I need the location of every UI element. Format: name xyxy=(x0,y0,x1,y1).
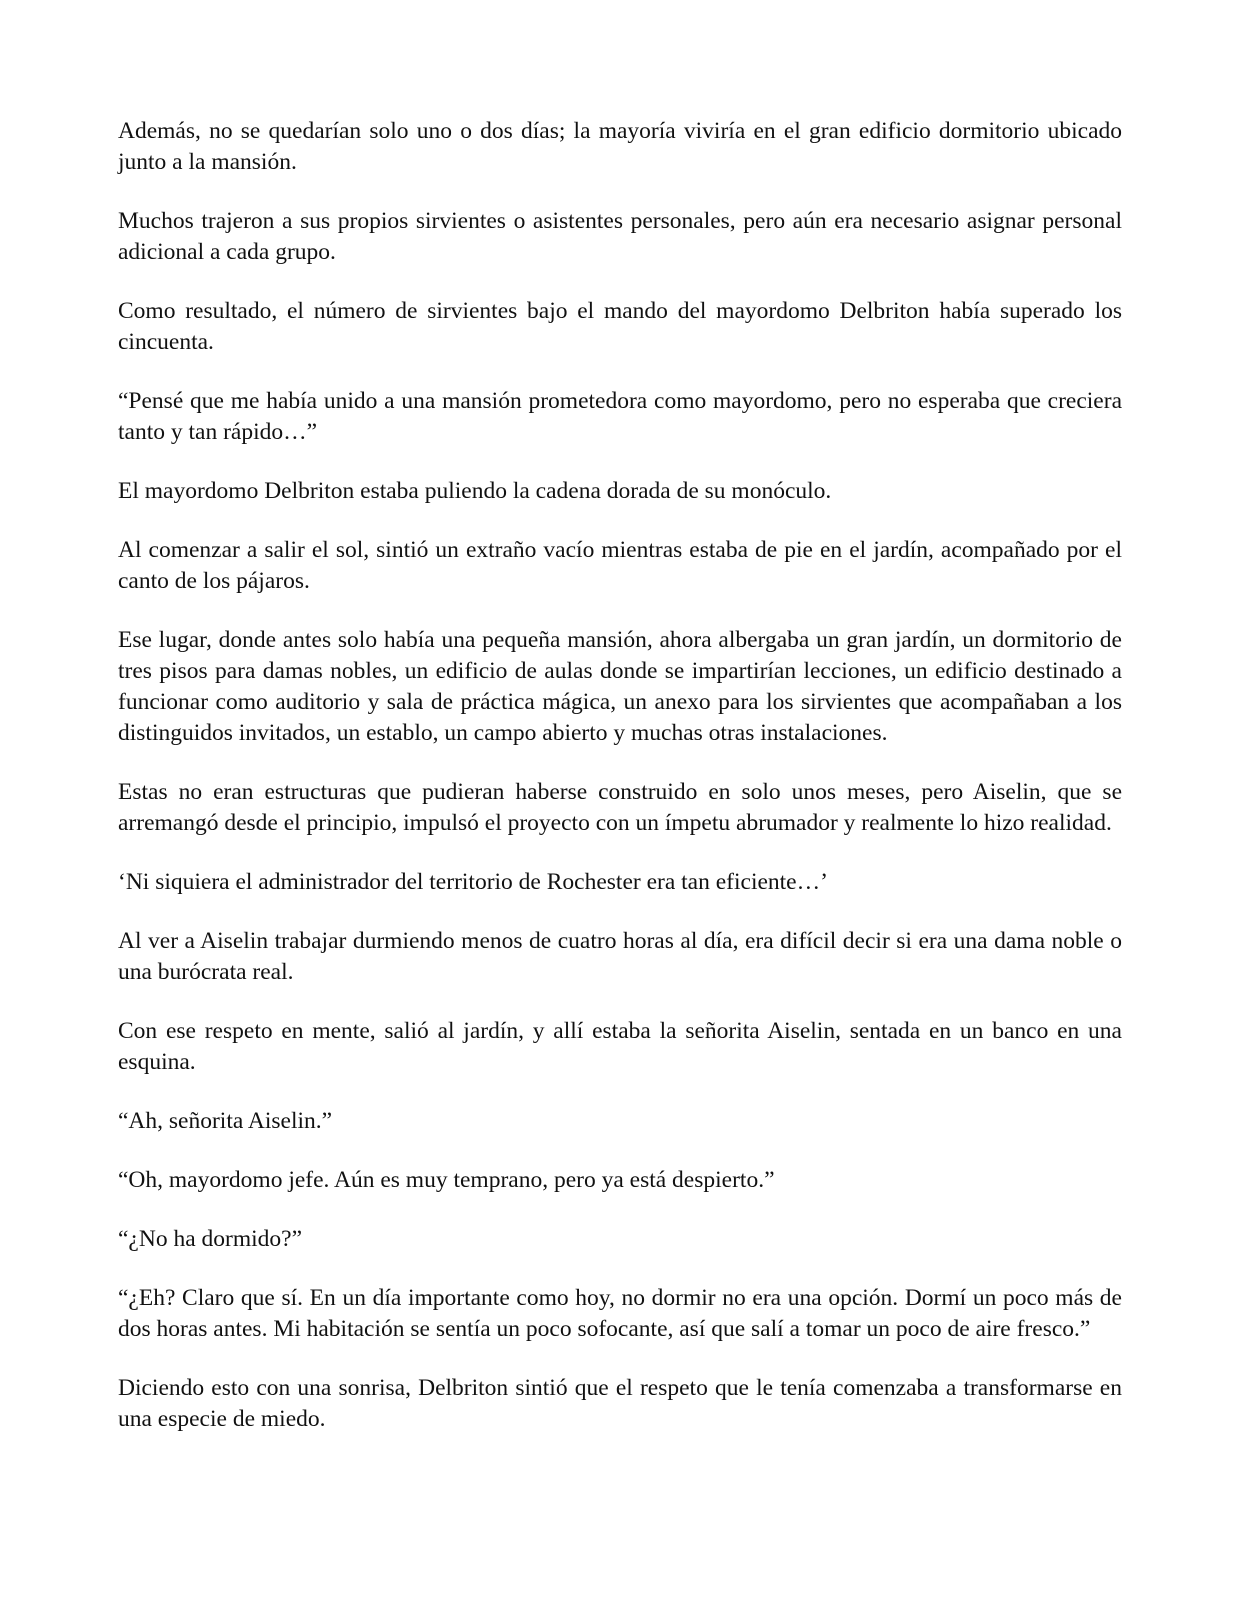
paragraph-10: Al ver a Aiselin trabajar durmiendo menos de cuatro horas al día, era difícil decir si era una dama noble o una burócrata real. xyxy=(118,928,1122,985)
paragraph-7: Ese lugar, donde antes solo había una pequeña mansión, ahora albergaba un gran jardín, un dormitorio de tres pisos para damas nobles, un edificio de aulas donde se impartirían lecciones, un edificio destinado a funcionar como auditorio y sala de práctica mágica, un anexo para los sirvientes que acompañaban a los distinguidos invitados, un establo, un campo abierto y muchas otras instalaciones. xyxy=(118,627,1122,746)
paragraph-4: “Pensé que me había unido a una mansión prometedora como mayordomo, pero no esperaba que creciera tanto y tan rápido…” xyxy=(118,388,1122,445)
paragraph-5: El mayordomo Delbriton estaba puliendo la cadena dorada de su monóculo. xyxy=(118,478,832,504)
paragraph-1: Además, no se quedarían solo uno o dos días; la mayoría viviría en el gran edificio dormitorio ubicado junto a la mansión. xyxy=(118,118,1122,175)
paragraph-16: Diciendo esto con una sonrisa, Delbriton sintió que el respeto que le tenía comenzaba a transformarse en una especie de miedo. xyxy=(118,1375,1122,1432)
paragraph-3: Como resultado, el número de sirvientes bajo el mando del mayordomo Delbriton había superado los cincuenta. xyxy=(118,298,1122,355)
paragraph-12: “Ah, señorita Aiselin.” xyxy=(118,1108,333,1134)
paragraph-14: “¿No ha dormido?” xyxy=(118,1226,303,1252)
paragraph-9: ‘Ni siquiera el administrador del territorio de Rochester era tan eficiente…’ xyxy=(118,869,828,895)
document-page xyxy=(118,116,1122,1463)
paragraph-8: Estas no eran estructuras que pudieran haberse construido en solo unos meses, pero Aiselin, que se arremangó desde el principio, impulsó el proyecto con un ímpetu abrumador y realmente lo hizo realidad. xyxy=(118,779,1122,836)
paragraph-13: “Oh, mayordomo jefe. Aún es muy temprano, pero ya está despierto.” xyxy=(118,1167,775,1193)
paragraph-15: “¿Eh? Claro que sí. En un día importante como hoy, no dormir no era una opción. Dormí un poco más de dos horas antes. Mi habitación se sentía un poco sofocante, así que salí a tomar un poco de aire fresco.” xyxy=(118,1285,1122,1342)
paragraph-11: Con ese respeto en mente, salió al jardín, y allí estaba la señorita Aiselin, sentada en un banco en una esquina. xyxy=(118,1018,1122,1075)
paragraph-6: Al comenzar a salir el sol, sintió un extraño vacío mientras estaba de pie en el jardín, acompañado por el canto de los pájaros. xyxy=(118,537,1122,594)
paragraph-2: Muchos trajeron a sus propios sirvientes o asistentes personales, pero aún era necesario asignar personal adicional a cada grupo. xyxy=(118,208,1122,265)
